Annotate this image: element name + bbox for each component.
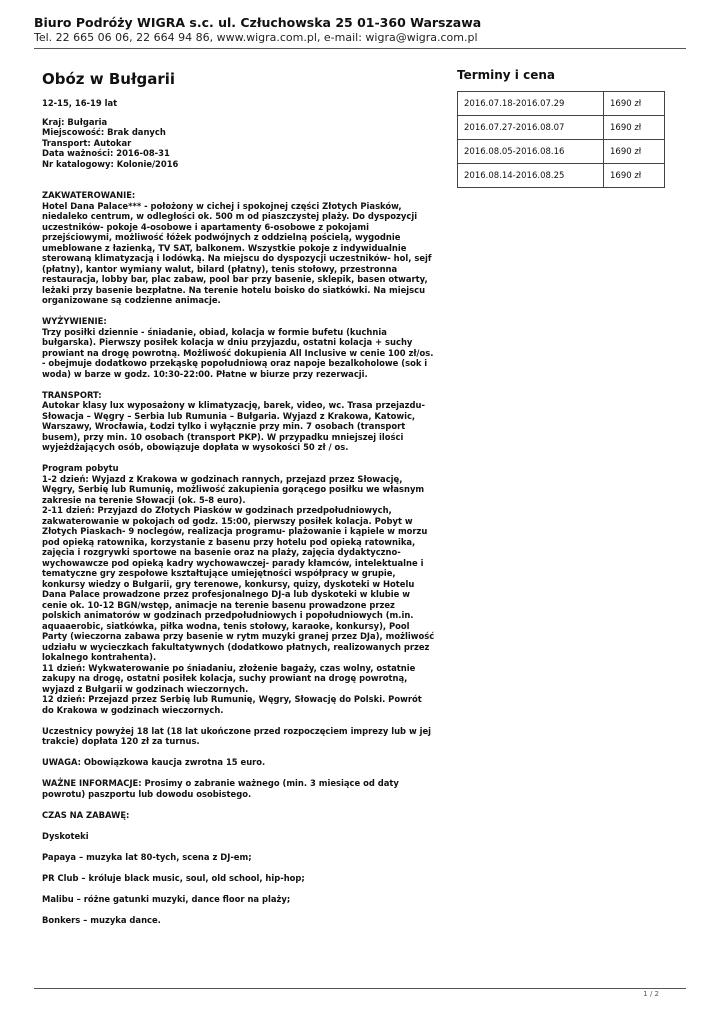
text-line: do Krakowa w godzinach wieczornych. (42, 704, 224, 715)
text-line: zakupy na drogę, ostatni posiłek kolacja, suchy prowiant na drogę powrotną, (42, 673, 408, 683)
text-line: - obejmuje dodatkowo przekąskę popołudniową oraz napoje bezalkoholowe (sok i (42, 358, 428, 368)
term-price: 1690 zł (604, 92, 665, 116)
page-number: 1 / 2 (643, 990, 659, 998)
food-section (42, 316, 442, 379)
header-divider (34, 48, 686, 49)
text-line: Trzy posiłki dziennie - śniadanie, obiad, kolacja w formie bufetu (kuchnia (42, 326, 387, 337)
accommodation-section (42, 190, 442, 306)
club-bonkers: Bonkers – muzyka dance. (42, 914, 161, 925)
text-line: TRANSPORT: (42, 389, 102, 400)
text-line: niedaleko centrum, w odległości ok. 500 m od piaszczystej plaży. Do dyspozycji (42, 211, 418, 221)
text-line: (płatny), kantor wymiany walut, bilard (płatny), tenis stołowy, przestronna (42, 263, 398, 274)
terms-title: Terminy i cena (457, 68, 555, 82)
club-malibu: Malibu – różne gatunki muzyki, dance floor na plaży; (42, 893, 291, 904)
text-line: Nr katalogowy: Kolonie/2016 (42, 158, 179, 169)
text-line: polskich animatorów w godzinach przedpołudniowych i popołudniowych (m.in. (42, 610, 414, 620)
text-line: 12 dzień: Przejazd przez Serbię lub Rumunię, Węgry, Słowację do Polski. Powrót (42, 694, 422, 704)
adults-note (42, 726, 442, 747)
text-line: organizowane są codzienne animacje. (42, 295, 221, 305)
term-dates: 2016.07.27-2016.08.07 (458, 116, 604, 140)
transport-section (42, 390, 442, 453)
table-row (458, 92, 665, 116)
text-line: 2-11 dzień: Przyjazd do Złotych Piasków w godzinach przedpołudniowych, (42, 505, 392, 515)
deposit-note: UWAGA: Obowiązkowa kaucja zwrotna 15 euro. (42, 757, 266, 767)
text-line: wyjazd z Bułgarii w godzinach wieczornych. (42, 683, 249, 694)
text-line: zajęcia i rozgrywki sportowe na basenie oraz na plaży, zajęcia dydaktyczno- (42, 547, 401, 557)
text-line: busem), przy min. 10 osobach (transport PKP). W przypadku mniejszej ilości (42, 431, 404, 442)
terms-panel (457, 68, 667, 188)
text-line: 1-2 dzień: Wyjazd z Krakowa w godzinach rannych, przejazd przez Słowację, (42, 473, 403, 484)
text-line: zakwaterowanie w pokojach od godz. 15:00, pierwszy posiłek kolacja. Pobyt w (42, 515, 413, 526)
text-line: 11 dzień: Wykwaterowanie po śniadaniu, złożenie bagaży, czas wolny, ostatnie (42, 662, 416, 673)
text-line: leżaki przy basenie bezpłatne. Na terenie hotelu boisko do siatkówki. Na miejscu (42, 284, 426, 295)
text-line: WYŻYWIENIE: (42, 316, 107, 326)
text-line: prowiant na drogę powrotną. Możliwość dokupienia All Inclusive w cenie 100 zł/os. (42, 347, 434, 358)
text-line: Słowacja – Węgry – Serbia lub Rumunia – Bułgaria. Wyjazd z Krakowa, Katowic, (42, 410, 416, 421)
offer-title: Obóz w Bułgarii (42, 70, 176, 88)
company-contact: Tel. 22 665 06 06, 22 664 94 86, www.wigra.com.pl, e-mail: wigra@wigra.com.pl (34, 31, 478, 44)
age-range: 12-15, 16-19 lat (42, 98, 118, 108)
text-line: Węgry, Serbię lub Rumunię, możliwość zakupienia gorącego posiłku we własnym (42, 484, 425, 494)
offer-content (42, 70, 442, 925)
text-line: sterowaną klimatyzacją i lodówką. Na miejscu do dyspozycji uczestników- hol, sejf (42, 253, 432, 263)
text-line: ZAKWATEROWANIE: (42, 190, 136, 200)
text-line: Uczestnicy powyżej 18 lat (18 lat ukończone przed rozpoczęciem imprezy lub w jej (42, 725, 432, 736)
text-line: konkursy wiedzy o Bułgarii, gry terenowe, konkursy, quizy, dyskoteki w Hotelu (42, 578, 415, 589)
text-line: Kraj: Bułgaria (42, 116, 108, 127)
term-dates: 2016.08.05-2016.08.16 (458, 140, 604, 164)
text-line: wychowawcze pod opieką kadry wychowawczej- parady kłamców, intelektualne i (42, 557, 424, 568)
term-dates: 2016.08.14-2016.08.25 (458, 164, 604, 188)
text-line: lokalnego kontrahenta). (42, 652, 157, 662)
table-row (458, 116, 665, 140)
text-line: zakresie na terenie Słowacji (ok. 5-8 euro). (42, 494, 246, 505)
text-line: Miejscowość: Brak danych (42, 127, 166, 137)
program-section (42, 463, 442, 715)
text-line: Warszawy, Wrocławia, Łodzi tylko i wyłącznie przy min. 7 osobach (transport (42, 421, 406, 431)
text-line: WAŻNE INFORMACJE: Prosimy o zabranie ważnego (min. 3 miesiące od daty (42, 778, 399, 788)
text-line: aquaaerobic, siatkówka, piłka wodna, tenis stołowy, karaoke, konkursy), Pool (42, 620, 410, 631)
page-header (34, 15, 694, 45)
table-row (458, 140, 665, 164)
club-pr: PR Club – króluje black music, soul, old school, hip-hop; (42, 872, 305, 883)
text-line: trakcie) dopłata 120 zł za turnus. (42, 736, 200, 746)
text-line: umeblowane z łazienką, TV SAT, balkonem. Wszystkie pokoje z indywidualnie (42, 242, 407, 253)
text-line: pod opieką ratownika, korzystanie z basenu przy hotelu pod opieką ratownika, (42, 536, 416, 547)
text-line: Program pobytu (42, 463, 119, 473)
text-line: Party (wieczorna zabawa przy basenie w rytm muzyki granej przez DJa), możliwość (42, 631, 435, 641)
text-line: bułgarska). Pierwszy posiłek kolacja w dniu przyjazdu, ostatni kolacja + suchy (42, 337, 413, 347)
company-name: Biuro Podróży WIGRA s.c. ul. Człuchowska 25 01-360 Warszawa (34, 15, 482, 30)
text-line: powrotu) paszportu lub dowodu osobistego. (42, 788, 252, 799)
term-price: 1690 zł (604, 140, 665, 164)
footer-divider (34, 988, 686, 989)
text-line: wyjeżdżających osób, obowiązuje dopłata w wysokości 50 zł / os. (42, 442, 349, 452)
text-line: Złotych Piaskach- 9 noclegów, realizacja programu- plażowanie i kąpiele w morzu (42, 526, 428, 536)
term-dates: 2016.07.18-2016.07.29 (458, 92, 604, 116)
text-line: uczestników- pokoje 4-osobowe i apartamenty 6-osobowe z pokojami (42, 221, 369, 232)
disco-title: Dyskoteki (42, 830, 89, 841)
important-info (42, 778, 442, 799)
text-line: tematyczne gry zespołowe kształtujące umiejętności współpracy w grupie, (42, 568, 396, 578)
text-line: Data ważności: 2016-08-31 (42, 148, 170, 158)
term-price: 1690 zł (604, 116, 665, 140)
text-line: cenie ok. 10-12 BGN/wstęp, animacje na terenie basenu prowadzone przez (42, 599, 395, 610)
text-line: Autokar klasy lux wyposażony w klimatyzację, barek, video, wc. Trasa przejazdu- (42, 400, 425, 410)
text-line: przejściowymi, możliwość łóżek podwójnych z oddzielną pościelą, wygodnie (42, 232, 401, 242)
text-line: woda) w barze w godz. 10:30-22:00. Płatne w biurze przy rezerwacji. (42, 368, 368, 379)
term-price: 1690 zł (604, 164, 665, 188)
text-line: udziału w wycieczkach fakultatywnych (dodatkowo płatnych, realizowanych przez (42, 641, 430, 652)
table-row (458, 164, 665, 188)
text-line: Dana Palace prowadzone przez profesjonalnego DJ-a lub dyskoteki w klubie w (42, 589, 410, 599)
text-line: Hotel Dana Palace*** - położony w cichej i spokojnej części Złotych Piasków, (42, 200, 402, 211)
fun-title: CZAS NA ZABAWĘ: (42, 809, 130, 820)
offer-info (42, 117, 442, 170)
terms-table (457, 91, 665, 188)
text-line: Transport: Autokar (42, 137, 132, 148)
text-line: restauracja, lobby bar, plac zabaw, pool bar przy basenie, sklepik, basen otwarty, (42, 274, 428, 284)
club-papaya: Papaya – muzyka lat 80-tych, scena z DJ-em; (42, 851, 252, 862)
